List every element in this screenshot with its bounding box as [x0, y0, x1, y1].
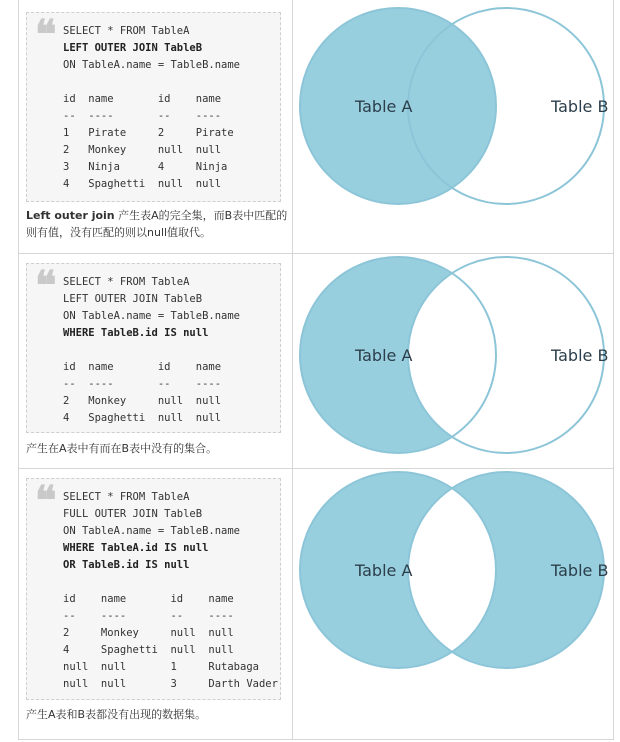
code-line: 4 Spaghetti null null	[63, 644, 234, 656]
quote-icon: ❝	[35, 11, 57, 58]
table-a-label: Table A	[355, 346, 413, 365]
code-line: SELECT * FROM TableA	[63, 25, 190, 37]
row-divider	[18, 253, 614, 254]
sql-code	[63, 274, 240, 427]
code-line: 4 Spaghetti null null	[63, 412, 222, 424]
code-line: 1 Pirate 2 Pirate	[63, 127, 234, 139]
table-b-label: Table B	[551, 346, 609, 365]
quote-icon: ❝	[35, 477, 57, 524]
code-block-left-only	[26, 263, 281, 433]
description-left-join	[26, 207, 288, 241]
code-line: -- ---- -- ----	[63, 610, 234, 622]
sql-code	[63, 489, 278, 693]
code-line: id name id name	[63, 593, 234, 605]
description-text: 产生在A表中有而在B表中没有的集合。	[26, 442, 218, 455]
code-line: WHERE TableB.id IS null	[63, 327, 209, 339]
code-line: 2 Monkey null null	[63, 627, 234, 639]
code-line: id name id name	[63, 93, 222, 105]
venn-diagram-symmetric	[293, 470, 613, 674]
code-line: id name id name	[63, 361, 222, 373]
venn-diagram-left-only	[293, 255, 613, 459]
code-line: null null 1 Rutabaga	[63, 661, 259, 673]
code-line: ON TableA.name = TableB.name	[63, 59, 241, 71]
description-full-outer	[26, 706, 288, 723]
code-line: 2 Monkey null null	[63, 395, 222, 407]
table-a-label: Table A	[355, 561, 413, 580]
code-line: FULL OUTER JOIN TableB	[63, 508, 203, 520]
code-line: 3 Ninja 4 Ninja	[63, 161, 228, 173]
table-b-label: Table B	[551, 97, 609, 116]
code-line: LEFT OUTER JOIN TableB	[63, 293, 203, 305]
code-line: 2 Monkey null null	[63, 144, 222, 156]
sql-code	[63, 23, 240, 193]
table-a-label: Table A	[355, 97, 413, 116]
table-b-label: Table B	[551, 561, 609, 580]
code-line: LEFT OUTER JOIN TableB	[63, 42, 203, 54]
code-line: SELECT * FROM TableA	[63, 491, 190, 503]
code-line: SELECT * FROM TableA	[63, 276, 190, 288]
code-line: -- ---- -- ----	[63, 378, 222, 390]
code-line: null null 3 Darth Vader	[63, 678, 278, 690]
row-divider	[18, 468, 614, 469]
code-line: OR TableB.id IS null	[63, 559, 190, 571]
description-text: 产生A表和B表都没有出现的数据集。	[26, 708, 207, 721]
code-line: ON TableA.name = TableB.name	[63, 525, 241, 537]
code-line: 4 Spaghetti null null	[63, 178, 222, 190]
code-line: -- ---- -- ----	[63, 110, 222, 122]
code-block-left-join	[26, 12, 281, 202]
code-line: ON TableA.name = TableB.name	[63, 310, 241, 322]
venn-diagram-left-join	[293, 6, 613, 210]
code-line: WHERE TableA.id IS null	[63, 542, 209, 554]
description-left-only	[26, 440, 288, 457]
code-block-full-outer	[26, 478, 281, 700]
description-text: 产生表A的完全集，而B表中匹配的则有值，没有匹配的则以null值取代。	[26, 209, 288, 239]
quote-icon: ❝	[35, 262, 57, 309]
description-bold: Left outer join	[26, 209, 115, 222]
